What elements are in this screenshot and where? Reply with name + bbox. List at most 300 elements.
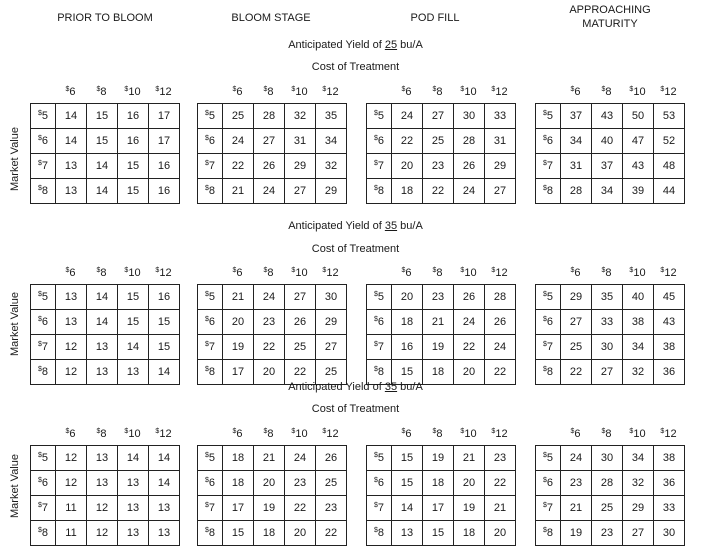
dollar-sign: $ xyxy=(570,428,575,435)
treatment-grid xyxy=(197,284,347,385)
table-row xyxy=(198,521,347,546)
market-value-cell xyxy=(198,129,223,154)
dollar-sign: $ xyxy=(542,291,547,298)
cost-value: 12 xyxy=(326,267,339,279)
cost-value: 10 xyxy=(295,86,308,98)
table-row xyxy=(31,104,180,129)
market-value-cell xyxy=(536,446,561,471)
grid-value-cell: 43 xyxy=(654,310,685,335)
cost-value: 6 xyxy=(236,86,243,98)
cost-value: 8 xyxy=(436,428,443,440)
grid-value-cell: 48 xyxy=(654,154,685,179)
yield-title xyxy=(0,381,711,393)
grid-value-cell: 20 xyxy=(254,471,285,496)
table-row xyxy=(367,521,516,546)
cost-value: 6 xyxy=(236,428,243,440)
table-row xyxy=(198,129,347,154)
table-row xyxy=(367,446,516,471)
grid-value-cell: 14 xyxy=(149,471,180,496)
grid-value-cell: 12 xyxy=(87,496,118,521)
market-value: 6 xyxy=(377,316,385,328)
grid-value-cell: 29 xyxy=(623,496,654,521)
grid-value-cell: 32 xyxy=(623,471,654,496)
grid-value-cell: 13 xyxy=(149,496,180,521)
grid-value-cell: 47 xyxy=(623,129,654,154)
dollar-sign: $ xyxy=(65,428,70,435)
yield-prefix: Anticipated Yield of xyxy=(288,381,385,393)
grid-value-cell: 22 xyxy=(316,521,347,546)
dollar-sign: $ xyxy=(432,267,437,274)
grid-value-cell: 26 xyxy=(254,154,285,179)
market-value-cell xyxy=(536,471,561,496)
dollar-sign: $ xyxy=(660,428,665,435)
treatment-grid xyxy=(366,445,516,546)
market-value-cell xyxy=(367,129,392,154)
table-row xyxy=(198,285,347,310)
grid-value-cell: 32 xyxy=(623,360,654,385)
dollar-sign: $ xyxy=(37,316,42,323)
cost-value: 10 xyxy=(464,86,477,98)
market-value: 8 xyxy=(41,185,49,197)
market-value-cell xyxy=(367,471,392,496)
grid-value-cell: 26 xyxy=(285,310,316,335)
grid-value-cell: 27 xyxy=(592,360,623,385)
table-row xyxy=(367,310,516,335)
table-row xyxy=(536,285,685,310)
table-row xyxy=(536,335,685,360)
grid-value-cell: 23 xyxy=(485,446,516,471)
cost-header-cell xyxy=(315,267,346,279)
grid-value-cell: 17 xyxy=(149,129,180,154)
grid-value-cell: 30 xyxy=(654,521,685,546)
cost-header-cell xyxy=(222,86,253,98)
grid-value-cell: 13 xyxy=(56,154,87,179)
cost-header-cell xyxy=(222,428,253,440)
market-value-cell xyxy=(536,496,561,521)
table-row xyxy=(536,104,685,129)
market-value: 6 xyxy=(41,316,49,328)
dollar-sign: $ xyxy=(204,366,209,373)
cost-header-row xyxy=(560,86,684,98)
grid-value-cell: 15 xyxy=(87,104,118,129)
cost-header-cell xyxy=(86,86,117,98)
market-value-cell xyxy=(31,496,56,521)
yield-prefix: Anticipated Yield of xyxy=(288,220,385,232)
table-row xyxy=(198,496,347,521)
dollar-sign: $ xyxy=(322,86,327,93)
grid-value-cell: 18 xyxy=(254,521,285,546)
cost-header-cell xyxy=(622,86,653,98)
market-value-cell xyxy=(536,129,561,154)
dollar-sign: $ xyxy=(373,160,378,167)
grid-value-cell: 28 xyxy=(254,104,285,129)
dollar-sign: $ xyxy=(601,86,606,93)
market-value-cell xyxy=(367,310,392,335)
market-value: 7 xyxy=(208,341,216,353)
grid-value-cell: 15 xyxy=(392,471,423,496)
grid-value-cell: 19 xyxy=(254,496,285,521)
grid-value-cell: 15 xyxy=(87,129,118,154)
grid-value-cell: 28 xyxy=(592,471,623,496)
cost-value: 12 xyxy=(495,86,508,98)
dollar-sign: $ xyxy=(460,86,465,93)
grid-value-cell: 26 xyxy=(454,285,485,310)
dollar-sign: $ xyxy=(542,502,547,509)
grid-value-cell: 13 xyxy=(87,360,118,385)
grid-value-cell: 13 xyxy=(87,335,118,360)
grid-value-cell: 25 xyxy=(223,104,254,129)
dollar-sign: $ xyxy=(322,428,327,435)
cost-value: 6 xyxy=(574,86,581,98)
cost-value: 10 xyxy=(128,267,141,279)
market-value: 5 xyxy=(208,452,216,464)
cost-value: 10 xyxy=(633,267,646,279)
table-row xyxy=(31,471,180,496)
grid-value-cell: 11 xyxy=(56,521,87,546)
table-row xyxy=(31,446,180,471)
grid-value-cell: 20 xyxy=(392,154,423,179)
table-row xyxy=(31,129,180,154)
grid-value-cell: 30 xyxy=(592,335,623,360)
yield-value: 35 xyxy=(384,220,398,232)
grid-value-cell: 24 xyxy=(561,446,592,471)
grid-value-cell: 17 xyxy=(423,496,454,521)
market-value-cell xyxy=(367,179,392,204)
market-value-cell xyxy=(31,335,56,360)
grid-value-cell: 14 xyxy=(87,179,118,204)
dollar-sign: $ xyxy=(373,452,378,459)
grid-value-cell: 24 xyxy=(392,104,423,129)
yield-value: 25 xyxy=(384,39,398,51)
grid-value-cell: 27 xyxy=(316,335,347,360)
cost-header-row xyxy=(391,428,515,440)
cost-header-cell xyxy=(591,86,622,98)
dollar-sign: $ xyxy=(373,110,378,117)
grid-value-cell: 21 xyxy=(485,496,516,521)
dollar-sign: $ xyxy=(373,185,378,192)
stage-header-bloom-stage: BLOOM STAGE xyxy=(231,12,311,24)
dollar-sign: $ xyxy=(204,341,209,348)
grid-value-cell: 16 xyxy=(118,129,149,154)
cost-value: 6 xyxy=(69,267,76,279)
grid-value-cell: 23 xyxy=(254,310,285,335)
grid-value-cell: 20 xyxy=(454,360,485,385)
grid-value-cell: 12 xyxy=(56,360,87,385)
grid-value-cell: 13 xyxy=(118,471,149,496)
cost-value: 10 xyxy=(464,267,477,279)
table-row xyxy=(198,104,347,129)
market-value-cell xyxy=(31,154,56,179)
market-value-cell xyxy=(31,310,56,335)
dollar-sign: $ xyxy=(37,291,42,298)
cost-value: 8 xyxy=(436,267,443,279)
cost-header-cell xyxy=(622,267,653,279)
dollar-sign: $ xyxy=(204,185,209,192)
market-value: 7 xyxy=(41,160,49,172)
market-value: 7 xyxy=(546,341,554,353)
cost-header-cell xyxy=(253,267,284,279)
dollar-sign: $ xyxy=(96,86,101,93)
dollar-sign: $ xyxy=(65,86,70,93)
grid-value-cell: 22 xyxy=(454,335,485,360)
treatment-grid xyxy=(535,103,685,204)
table-row xyxy=(198,471,347,496)
cost-value: 8 xyxy=(267,267,274,279)
grid-value-cell: 28 xyxy=(454,129,485,154)
dollar-sign: $ xyxy=(155,267,160,274)
cost-value: 6 xyxy=(69,86,76,98)
grid-value-cell: 26 xyxy=(485,310,516,335)
grid-value-cell: 13 xyxy=(87,446,118,471)
market-value: 7 xyxy=(208,160,216,172)
market-value-cell xyxy=(536,285,561,310)
market-value-cell xyxy=(536,335,561,360)
dollar-sign: $ xyxy=(37,341,42,348)
cost-header-cell xyxy=(391,267,422,279)
dollar-sign: $ xyxy=(373,366,378,373)
grid-value-cell: 13 xyxy=(87,471,118,496)
table-row xyxy=(367,471,516,496)
grid-value-cell: 24 xyxy=(254,179,285,204)
grid-value-cell: 34 xyxy=(316,129,347,154)
grid-value-cell: 35 xyxy=(316,104,347,129)
grid-value-cell: 22 xyxy=(285,496,316,521)
grid-value-cell: 28 xyxy=(561,179,592,204)
cost-header-cell xyxy=(560,86,591,98)
yield-title xyxy=(0,220,711,232)
grid-value-cell: 43 xyxy=(623,154,654,179)
dollar-sign: $ xyxy=(37,135,42,142)
cost-value: 6 xyxy=(574,267,581,279)
dollar-sign: $ xyxy=(491,428,496,435)
dollar-sign: $ xyxy=(232,267,237,274)
treatment-grid xyxy=(197,445,347,546)
table-row xyxy=(198,179,347,204)
grid-value-cell: 20 xyxy=(223,310,254,335)
cost-value: 12 xyxy=(664,86,677,98)
grid-value-cell: 37 xyxy=(561,104,592,129)
dollar-sign: $ xyxy=(96,267,101,274)
grid-value-cell: 29 xyxy=(285,154,316,179)
grid-value-cell: 17 xyxy=(223,496,254,521)
table-row xyxy=(367,335,516,360)
grid-value-cell: 18 xyxy=(223,446,254,471)
grid-value-cell: 20 xyxy=(454,471,485,496)
grid-value-cell: 39 xyxy=(623,179,654,204)
grid-value-cell: 12 xyxy=(56,335,87,360)
cost-value: 12 xyxy=(159,267,172,279)
market-value-cell xyxy=(31,104,56,129)
grid-value-cell: 18 xyxy=(423,471,454,496)
grid-value-cell: 13 xyxy=(118,496,149,521)
grid-value-cell: 33 xyxy=(592,310,623,335)
grid-value-cell: 15 xyxy=(118,310,149,335)
grid-value-cell: 27 xyxy=(423,104,454,129)
table-row xyxy=(367,285,516,310)
treatment-grid xyxy=(30,284,180,385)
cost-header-cell xyxy=(284,428,315,440)
cost-value: 12 xyxy=(159,428,172,440)
table-row xyxy=(367,154,516,179)
grid-value-cell: 17 xyxy=(223,360,254,385)
cost-value: 8 xyxy=(100,428,107,440)
grid-value-cell: 30 xyxy=(592,446,623,471)
grid-value-cell: 13 xyxy=(118,360,149,385)
grid-value-cell: 32 xyxy=(316,154,347,179)
market-value: 8 xyxy=(546,185,554,197)
grid-value-cell: 14 xyxy=(87,285,118,310)
market-value-cell xyxy=(536,154,561,179)
cost-value: 6 xyxy=(405,428,412,440)
cost-header-cell xyxy=(422,267,453,279)
cost-value: 10 xyxy=(128,86,141,98)
grid-value-cell: 15 xyxy=(392,446,423,471)
table-row xyxy=(31,179,180,204)
cost-header-cell xyxy=(86,267,117,279)
cost-value: 8 xyxy=(100,86,107,98)
cost-header-row xyxy=(391,267,515,279)
grid-value-cell: 29 xyxy=(316,179,347,204)
dollar-sign: $ xyxy=(263,428,268,435)
grid-value-cell: 14 xyxy=(87,154,118,179)
cost-header-cell xyxy=(391,428,422,440)
table-row xyxy=(367,179,516,204)
grid-value-cell: 15 xyxy=(392,360,423,385)
grid-value-cell: 34 xyxy=(623,446,654,471)
cost-value: 10 xyxy=(295,267,308,279)
grid-value-cell: 21 xyxy=(223,179,254,204)
stage-header-prior-to-bloom: PRIOR TO BLOOM xyxy=(57,12,153,24)
dollar-sign: $ xyxy=(155,86,160,93)
table-row xyxy=(536,496,685,521)
market-value-cell xyxy=(198,521,223,546)
dollar-sign: $ xyxy=(542,477,547,484)
cost-value: 8 xyxy=(605,86,612,98)
dollar-sign: $ xyxy=(570,267,575,274)
grid-value-cell: 14 xyxy=(56,129,87,154)
cost-header-row xyxy=(222,86,346,98)
market-value: 6 xyxy=(208,477,216,489)
table-row xyxy=(198,335,347,360)
grid-value-cell: 27 xyxy=(285,179,316,204)
dollar-sign: $ xyxy=(373,291,378,298)
grid-value-cell: 44 xyxy=(654,179,685,204)
grid-value-cell: 33 xyxy=(654,496,685,521)
grid-value-cell: 18 xyxy=(392,179,423,204)
dollar-sign: $ xyxy=(204,291,209,298)
grid-value-cell: 22 xyxy=(392,129,423,154)
dollar-sign: $ xyxy=(263,86,268,93)
grid-value-cell: 24 xyxy=(254,285,285,310)
cost-header-cell xyxy=(315,428,346,440)
grid-value-cell: 25 xyxy=(316,471,347,496)
cost-header-cell xyxy=(591,267,622,279)
market-value: 5 xyxy=(377,291,385,303)
cost-header-cell xyxy=(55,428,86,440)
grid-value-cell: 14 xyxy=(149,446,180,471)
dollar-sign: $ xyxy=(542,341,547,348)
yield-unit: bu/A xyxy=(397,39,423,51)
grid-value-cell: 18 xyxy=(423,360,454,385)
table-row xyxy=(536,154,685,179)
cost-value: 12 xyxy=(495,428,508,440)
market-value: 8 xyxy=(377,527,385,539)
grid-value-cell: 19 xyxy=(223,335,254,360)
market-value-cell xyxy=(367,521,392,546)
market-value-cell xyxy=(31,471,56,496)
cost-header-cell xyxy=(253,86,284,98)
cost-value: 10 xyxy=(128,428,141,440)
dollar-sign: $ xyxy=(291,428,296,435)
dollar-sign: $ xyxy=(37,366,42,373)
grid-value-cell: 18 xyxy=(454,521,485,546)
market-value: 5 xyxy=(41,110,49,122)
cost-header-cell xyxy=(148,428,179,440)
treatment-grid xyxy=(197,103,347,204)
table-row xyxy=(31,154,180,179)
dollar-sign: $ xyxy=(601,428,606,435)
grid-value-cell: 18 xyxy=(392,310,423,335)
table-row xyxy=(536,471,685,496)
cost-header-cell xyxy=(653,267,684,279)
cost-header-cell xyxy=(55,86,86,98)
grid-value-cell: 23 xyxy=(592,521,623,546)
grid-value-cell: 27 xyxy=(285,285,316,310)
market-value: 8 xyxy=(546,527,554,539)
dollar-sign: $ xyxy=(291,267,296,274)
grid-value-cell: 26 xyxy=(316,446,347,471)
cost-header-cell xyxy=(148,267,179,279)
table-row xyxy=(198,154,347,179)
grid-value-cell: 24 xyxy=(454,179,485,204)
dollar-sign: $ xyxy=(660,267,665,274)
grid-value-cell: 40 xyxy=(623,285,654,310)
treatment-grid xyxy=(30,103,180,204)
grid-value-cell: 24 xyxy=(454,310,485,335)
market-value: 5 xyxy=(546,291,554,303)
grid-value-cell: 13 xyxy=(149,521,180,546)
market-value: 8 xyxy=(377,366,385,378)
cost-header-cell xyxy=(422,428,453,440)
grid-value-cell: 50 xyxy=(623,104,654,129)
market-value: 7 xyxy=(377,341,385,353)
market-value: 8 xyxy=(208,527,216,539)
cost-value: 8 xyxy=(605,267,612,279)
cost-value: 6 xyxy=(574,428,581,440)
market-value-cell xyxy=(367,496,392,521)
market-value: 7 xyxy=(41,502,49,514)
cost-value: 6 xyxy=(405,267,412,279)
market-value-label: Market Value xyxy=(9,292,21,356)
grid-value-cell: 53 xyxy=(654,104,685,129)
dollar-sign: $ xyxy=(660,86,665,93)
market-value-cell xyxy=(536,521,561,546)
grid-value-cell: 38 xyxy=(654,335,685,360)
grid-value-cell: 31 xyxy=(561,154,592,179)
grid-value-cell: 20 xyxy=(485,521,516,546)
cost-header-cell xyxy=(653,428,684,440)
grid-value-cell: 27 xyxy=(561,310,592,335)
dollar-sign: $ xyxy=(542,316,547,323)
market-value: 6 xyxy=(41,135,49,147)
market-value: 8 xyxy=(546,366,554,378)
table-row xyxy=(31,335,180,360)
cost-value: 8 xyxy=(436,86,443,98)
dollar-sign: $ xyxy=(460,428,465,435)
dollar-sign: $ xyxy=(204,477,209,484)
table-row xyxy=(536,446,685,471)
grid-value-cell: 25 xyxy=(285,335,316,360)
